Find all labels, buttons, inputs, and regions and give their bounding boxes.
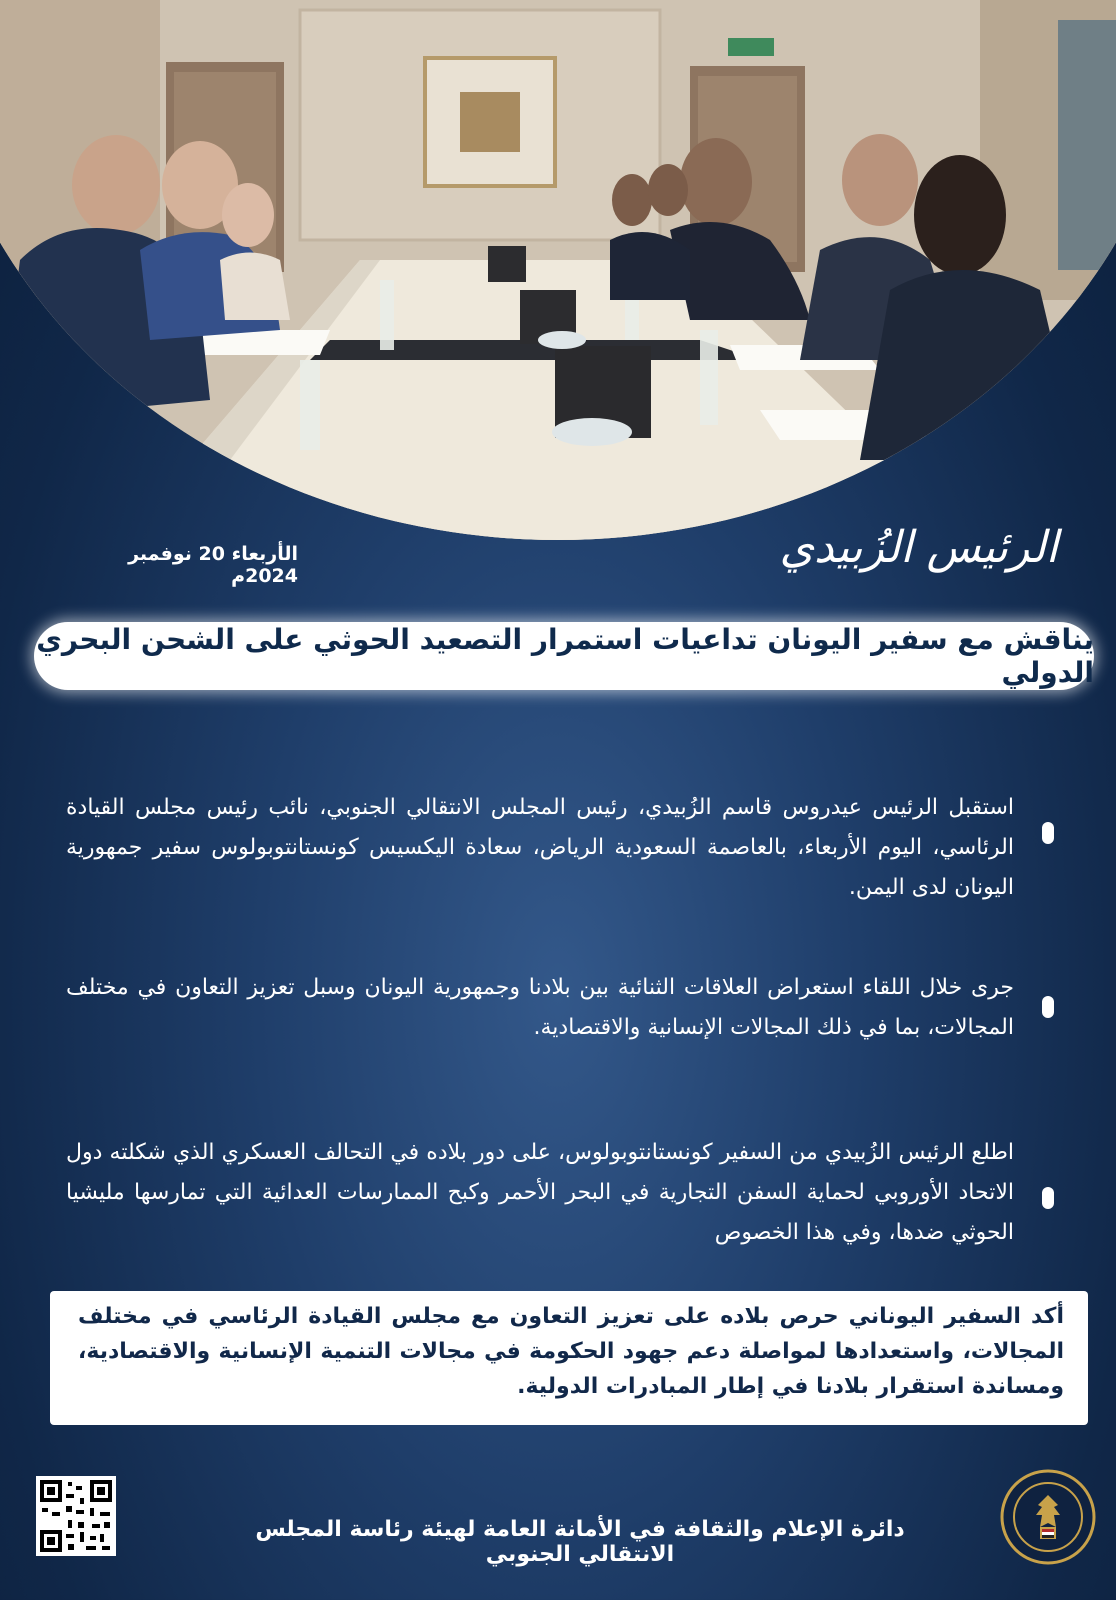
headline-text: يناقش مع سفير اليونان تداعيات استمرار التصعيد الحوثي على الشحن البحري الدولي xyxy=(36,623,1094,689)
headline-banner xyxy=(34,622,1094,690)
bullet-icon xyxy=(1042,822,1054,844)
paragraph-3 xyxy=(66,1133,1056,1263)
bullet-icon xyxy=(1042,1187,1054,1209)
president-title: الرئيس الزُبيدي xyxy=(779,522,1058,573)
bullet-icon xyxy=(1042,996,1054,1018)
paragraph-2 xyxy=(66,968,1056,1052)
footer-text: دائرة الإعلام والثقافة في الأمانة العامة لهيئة رئاسة المجلس الانتقالي الجنوبي xyxy=(255,1517,905,1567)
highlight-box xyxy=(50,1291,1088,1425)
paragraph-text: اطلع الرئيس الزُبيدي من السفير كونستانتوبولوس، على دور بلاده في التحالف العسكري الذي شكلته دول الاتحاد الأوروبي لحماية السفن التجارية في البحر الأحمر وكبح الممارسات العدائية التي تمارسها مليشيا الحوثي ضدها، وفي هذا الخصوص xyxy=(66,1140,1014,1245)
date: الأربعاء 20 نوفمبر 2024م xyxy=(128,543,298,587)
paragraph-1 xyxy=(66,788,1056,916)
qr-code xyxy=(36,1476,116,1556)
paragraph-text: استقبل الرئيس عيدروس قاسم الزُبيدي، رئيس المجلس الانتقالي الجنوبي، نائب رئيس مجلس القيادة الرئاسي، اليوم الأربعاء، بالعاصمة السعودية الرياض، سعادة اليكسيس كونستانتوبولوس سفير جمهورية اليونان لدى اليمن. xyxy=(66,795,1014,900)
highlight-text: أكد السفير اليوناني حرص بلاده على تعزيز التعاون مع مجلس القيادة الرئاسي في مختلف المجالات، واستعدادها لمواصلة دعم جهود الحكومة في مجالات التنمية الإنسانية والاقتصادية، ومساندة استقرار بلادنا في إطار المبادرات الدولية. xyxy=(78,1304,1064,1399)
council-logo-icon xyxy=(1000,1469,1096,1565)
meeting-photo xyxy=(0,0,1116,540)
paragraph-text: جرى خلال اللقاء استعراض العلاقات الثنائية بين بلادنا وجمهورية اليونان وسبل تعزيز التعاون في مختلف المجالات، بما في ذلك المجالات الإنسانية والاقتصادية. xyxy=(66,975,1014,1040)
